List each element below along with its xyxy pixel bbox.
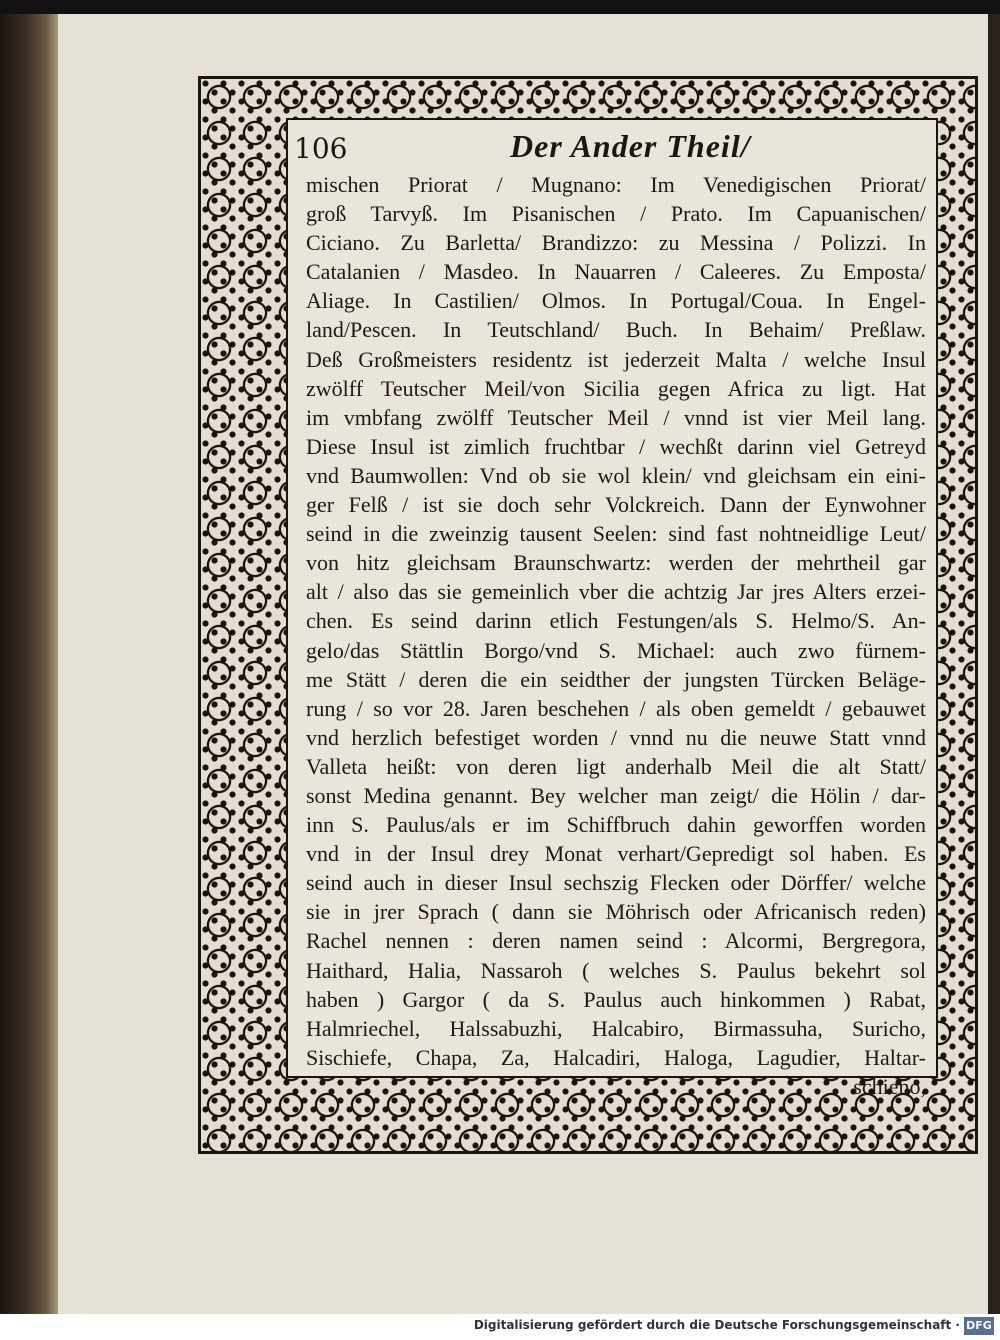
text-line: vnd herzlich befestiget worden / vnnd nu die neuwe Statt vnnd <box>306 724 926 750</box>
text-line: Ciciano. Zu Barletta/ Brandizzo: zu Messina / Polizzi. In <box>306 230 926 256</box>
text-line: Valleta heißt: von deren ligt anderhalb Meil die alt Statt/ <box>306 753 926 779</box>
running-head: Der Ander Theil/ <box>510 128 751 164</box>
text-line: schieno, <box>853 1073 926 1099</box>
text-line: gelo/das Stättlin Borgo/vnd S. Michael: auch zwo fürnem- <box>306 637 926 663</box>
text-line: seind in die zweinzig tausent Seelen: sind fast nohtneidlige Leut/ <box>306 521 926 547</box>
body-text <box>306 170 926 1101</box>
text-line: land/Pescen. In Teutschland/ Buch. In Behaim/ Preßlaw. <box>306 317 926 343</box>
page-right-edge <box>988 14 1000 1314</box>
text-line: inn S. Paulus/als er im Schiffbruch dahin geworffen worden <box>306 812 926 838</box>
text-line: von hitz gleichsam Braunschwartz: werden der mehrtheil gar <box>306 550 926 576</box>
text-line: ger Felß / ist sie doch sehr Volckreich. Dann der Eynwohner <box>306 492 926 518</box>
text-line: Haithard, Halia, Nassaroh ( welches S. Paulus bekehrt sol <box>306 957 926 983</box>
text-line: groß Tarvyß. Im Pisanischen / Prato. Im Capuanischen/ <box>306 201 926 227</box>
text-line: alt / also das sie gemeinlich vber die achtzig Jar jres Alters erzei- <box>306 579 926 605</box>
text-line: Aliage. In Castilien/ Olmos. In Portugal/Coua. In Engel- <box>306 288 926 314</box>
text-line: Rachel nennen : deren namen seind : Alcormi, Bergregora, <box>306 928 926 954</box>
text-line: me Stätt / deren die ein seidther der jungsten Türcken Beläge- <box>306 666 926 692</box>
text-line: vnd in der Insul drey Monat verhart/Gepredigt sol haben. Es <box>306 841 926 867</box>
text-line: Deß Großmeisters residentz ist jederzeit Malta / welche Insul <box>306 346 926 372</box>
text-line: Diese Insul ist zimlich fruchtbar / wechßt darinn viel Getreyd <box>306 433 926 459</box>
text-line: Sischiefe, Chapa, Za, Halcadiri, Haloga, Lagudier, Haltar- <box>306 1044 926 1070</box>
text-line: vnd Baumwollen: Vnd ob sie wol klein/ vnd gleichsam ein eini- <box>306 462 926 488</box>
text-line: zwölff Teutscher Meil/von Sicilia gegen Africa zu ligt. Hat <box>306 375 926 401</box>
attribution-bar <box>0 1314 1000 1340</box>
page-number: 106 <box>294 132 348 165</box>
funding-credit: Digitalisierung gefördert durch die Deutsche Forschungsgemeinschaft · <box>473 1318 960 1332</box>
book-spine-edge <box>0 14 58 1314</box>
text-line: sie in jrer Sprach ( dann sie Möhrisch oder Africanisch reden) <box>306 899 926 925</box>
text-line: haben ) Gargor ( da S. Paulus auch hinkommen ) Rabat, <box>306 986 926 1012</box>
text-line: seind auch in dieser Insul sechszig Flecken oder Dörffer/ welche <box>306 870 926 896</box>
text-line: mischen Priorat / Mugnano: Im Venedigischen Priorat/ <box>306 172 926 197</box>
text-line: im vmbfang zwölff Teutscher Meil / vnnd ist vier Meil lang. <box>306 404 926 430</box>
text-line: Halmriechel, Halssabuzhi, Halcabiro, Birmassuha, Suricho, <box>306 1015 926 1041</box>
text-line: rung / so vor 28. Jaren beschehen / als oben gemeldt / gebauwet <box>306 695 926 721</box>
text-line: chen. Es seind darinn etlich Festungen/als S. Helmo/S. An- <box>306 608 926 634</box>
text-line: sonst Medina genannt. Bey welcher man zeigt/ die Hölin / dar- <box>306 782 926 808</box>
text-line: Catalanien / Masdeo. In Nauarren / Caleeres. Zu Emposta/ <box>306 259 926 285</box>
dfg-logo: DFG <box>964 1317 994 1335</box>
page-header <box>290 128 938 170</box>
